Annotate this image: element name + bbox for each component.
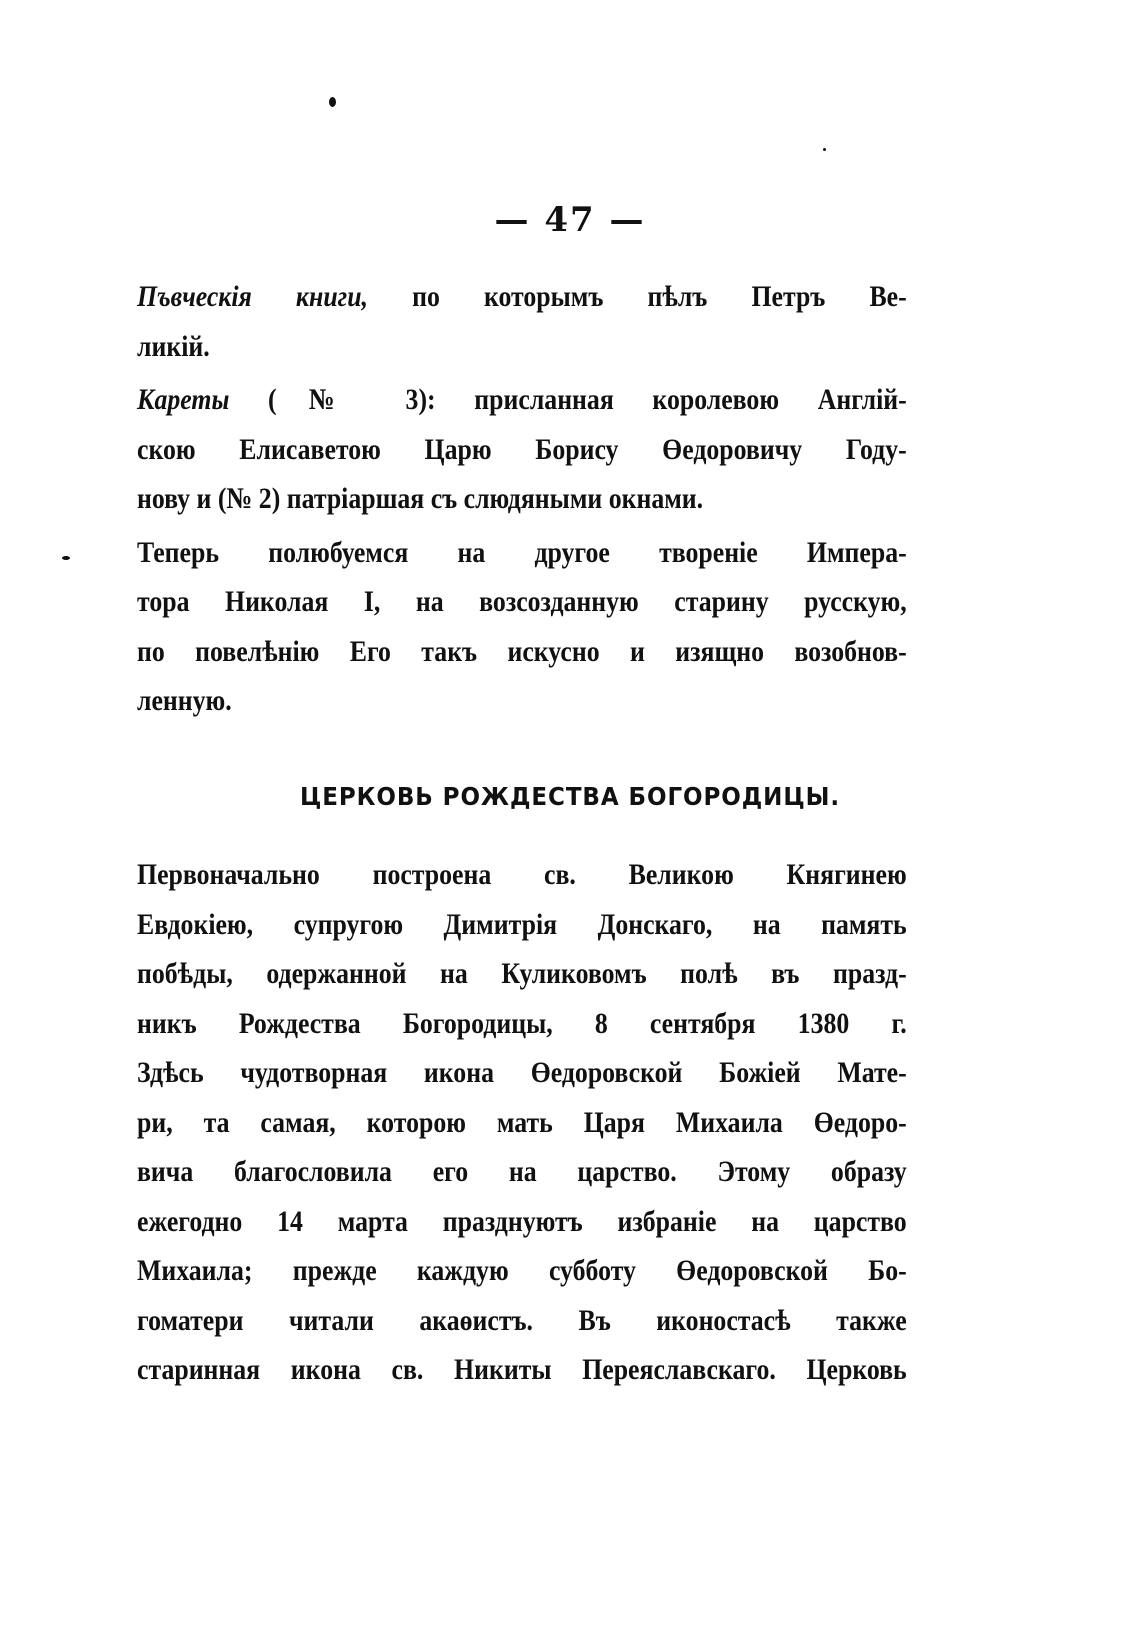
paragraph-line: Евдокіею, супругою Димитрія Донскаго, на память (137, 907, 907, 941)
paragraph-line: Кареты (№ 3): присланная королевою Англій- (137, 383, 907, 416)
text-block-top (137, 272, 907, 726)
paragraph-line: Теперь полюбуемся на другое твореніе Импера- (137, 535, 907, 569)
ink-speck (329, 97, 336, 107)
paragraph-line: ленную. (137, 684, 232, 717)
paragraph-line: Михаила; прежде каждую субботу Өедоровской Бо- (137, 1254, 907, 1287)
section-heading: ЦЕРКОВЬ РОЖДЕСТВА БОГОРОДИЦЫ. (299, 782, 841, 811)
paragraph-line: тора Николая I, на возсозданную старину русскую, (137, 585, 907, 618)
paragraph-line: ри, та самая, которою мать Царя Михаила Өедоро- (137, 1105, 907, 1139)
paragraph-line: по повелѣнію Его такъ искусно и изящно возобнов- (137, 634, 907, 668)
italic-term: Пъвческія книги, (137, 280, 369, 313)
paragraph-line: ежегодно 14 марта празднуютъ избраніе на царство (137, 1204, 907, 1238)
paragraph-line: ликій. (137, 329, 210, 363)
ink-speck (823, 148, 826, 151)
paragraph-line: никъ Рождества Богородицы, 8 сентября 1380 г. (137, 1006, 907, 1040)
paragraph-line: побѣды, одержанной на Куликовомъ полѣ въ празд- (137, 957, 907, 990)
paragraph-line: скою Елисаветою Царю Борису Өедоровичу Году- (137, 432, 907, 466)
ink-speck (62, 556, 70, 560)
paragraph-line: Здѣсь чудотворная икона Өедоровской Божіей Мате- (137, 1056, 907, 1089)
paragraph-line: нову и (№ 2) патріаршая съ слюдяными окнами. (137, 482, 704, 515)
paragraph-line: вича благословила его на царство. Этому образу (137, 1155, 907, 1188)
page-number: — 47 — (494, 200, 646, 240)
paragraph-line: Пъвческія книги, по которымъ пѣлъ Петръ Ве- (137, 280, 907, 313)
paragraph-line: старинная икона св. Никиты Переяславскаго. Церковь (137, 1353, 907, 1386)
italic-term: Кареты (137, 383, 230, 416)
paragraph-line: гоматери читали акаөистъ. Въ иконостасѣ также (137, 1303, 907, 1337)
text-block-bottom (137, 850, 907, 1395)
paragraph-line: Первоначально построена св. Великою Княгинею (137, 858, 907, 891)
